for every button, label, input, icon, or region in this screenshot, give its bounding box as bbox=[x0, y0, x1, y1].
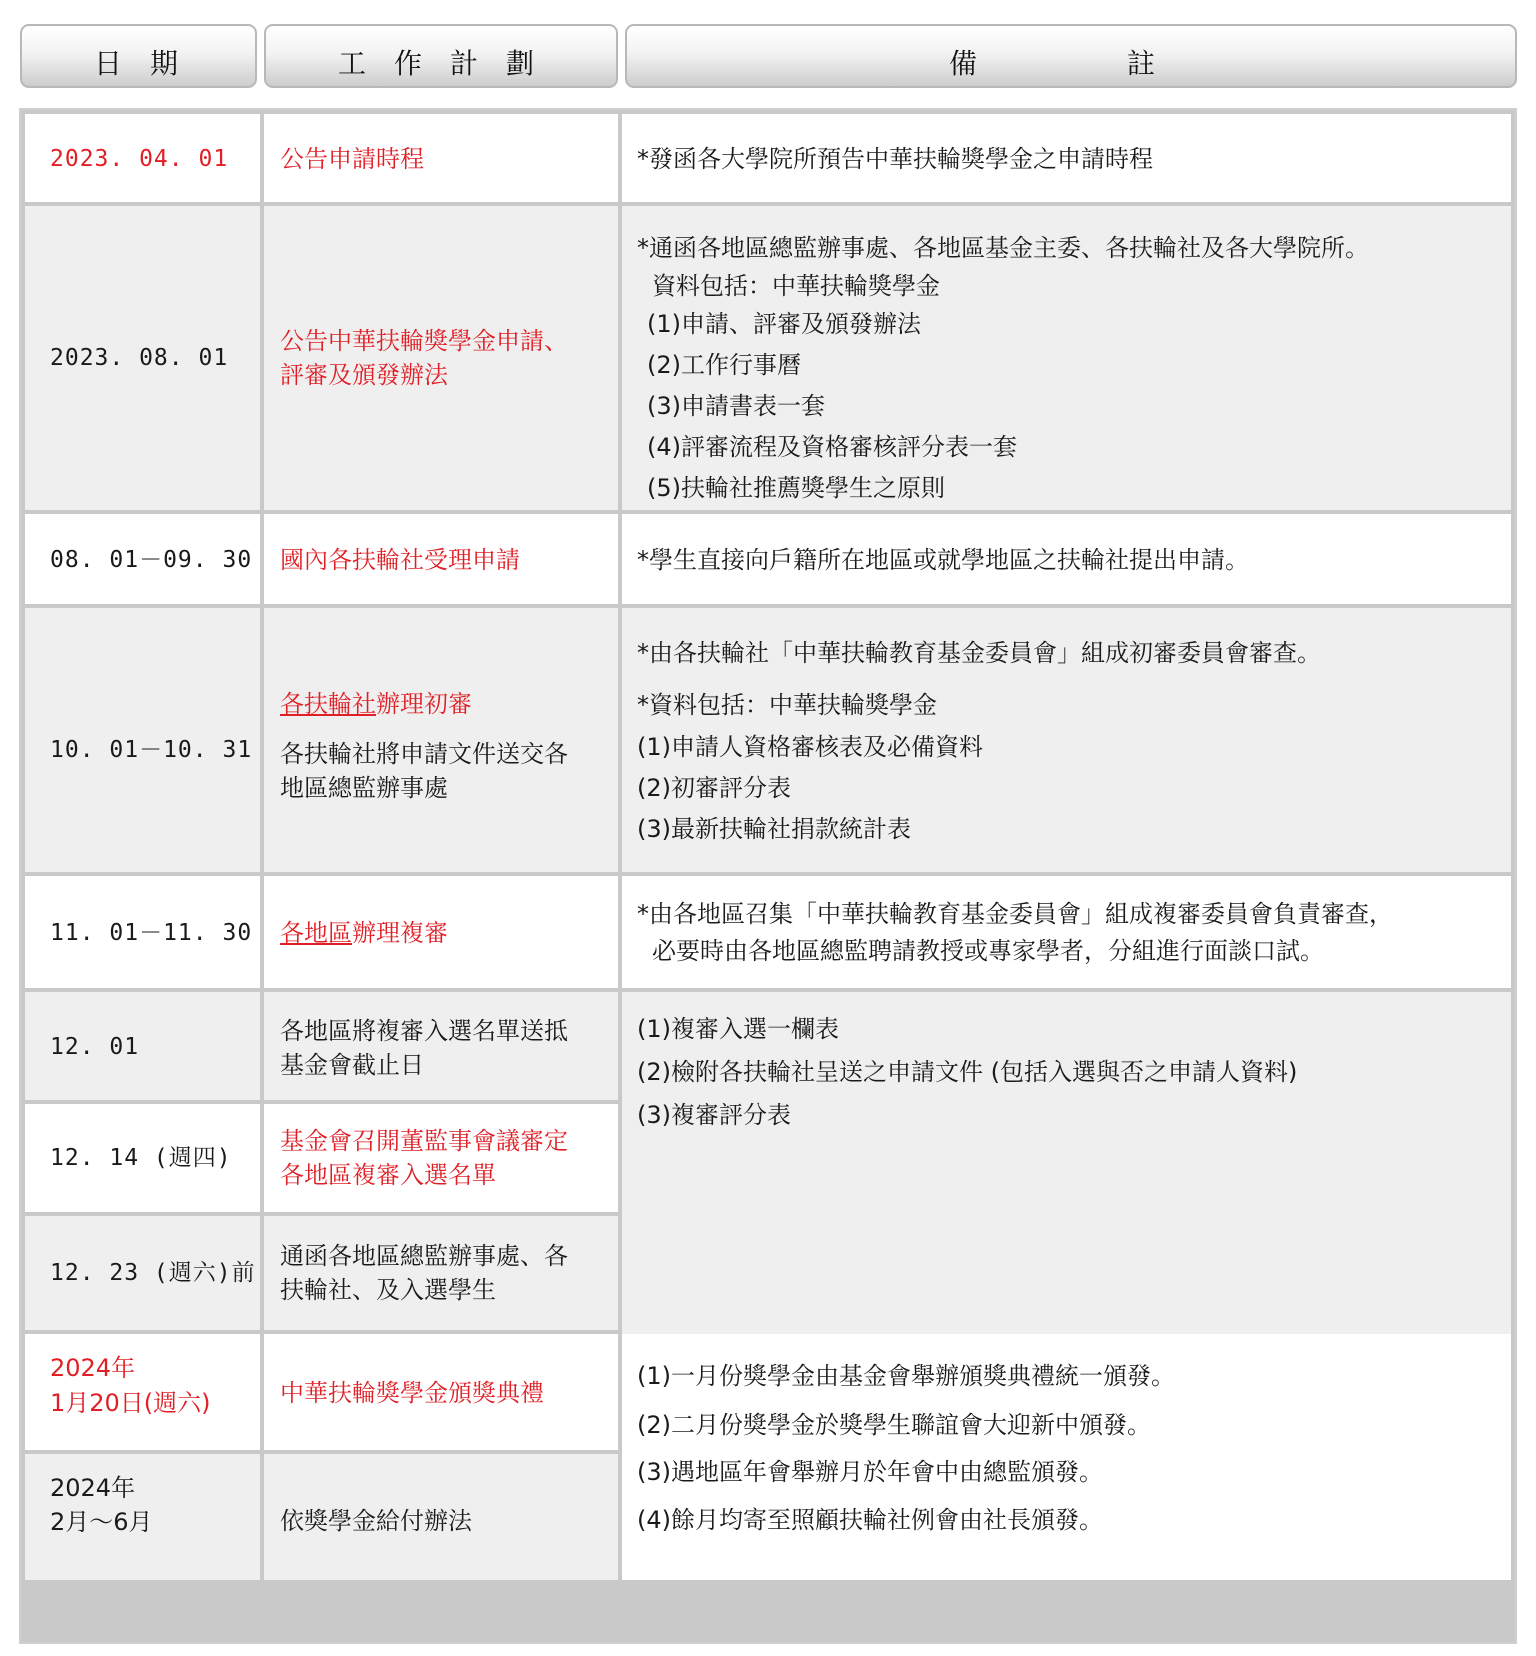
header-date-label: 日 期 bbox=[94, 47, 179, 80]
row1-plan: 公告申請時程 bbox=[264, 114, 618, 202]
header-plan bbox=[264, 24, 618, 88]
row9-plan: 中華扶輪獎學金頒獎典禮 bbox=[264, 1334, 618, 1450]
row6-plan: 各地區將複審入選名單送抵 基金會截止日 bbox=[264, 992, 618, 1100]
row4-note: *由各扶輪社「中華扶輪教育基金委員會」組成初審委員會審查。 *資料包括：中華扶輪獎學金 (1)申請人資格審核表及必備資料 (2)初審評分表 (3)最新扶輪社捐款統計表 bbox=[622, 608, 1511, 872]
row2-date: 2023. 08. 01 bbox=[25, 206, 260, 510]
schedule-table bbox=[19, 108, 1517, 1644]
row10-plan: 依獎學金給付辦法 bbox=[264, 1454, 618, 1580]
row4-date: 10. 01－10. 31 bbox=[25, 608, 260, 872]
row2-note: *通函各地區總監辦事處、各地區基金主委、各扶輪社及各大學院所。 資料包括：中華扶輪獎學金 (1)申請、評審及頒發辦法 (2)工作行事曆 (3)申請書表一套 (4)評審流程及資格審核評分表一套 (5)扶輪社推薦獎學生之原則 bbox=[622, 206, 1511, 510]
row1-note: *發函各大學院所預告中華扶輪獎學金之申請時程 bbox=[622, 114, 1511, 202]
row7-plan: 基金會召開董監事會議審定 各地區複審入選名單 bbox=[264, 1104, 618, 1212]
row6-date: 12. 01 bbox=[25, 992, 260, 1100]
header-date bbox=[20, 24, 257, 88]
row4-plan: 各扶輪社辦理初審 各扶輪社將申請文件送交各 地區總監辦事處 bbox=[264, 608, 618, 872]
row8-date: 12. 23 (週六)前 bbox=[25, 1216, 260, 1330]
header-note-left: 備 bbox=[949, 47, 978, 80]
row3-date: 08. 01－09. 30 bbox=[25, 514, 260, 604]
header-note-right: 註 bbox=[1127, 47, 1156, 80]
row8-plan: 通函各地區總監辦事處、各 扶輪社、及入選學生 bbox=[264, 1216, 618, 1330]
row3-note: *學生直接向戶籍所在地區或就學地區之扶輪社提出申請。 bbox=[622, 514, 1511, 604]
row5-plan: 各地區辦理複審 bbox=[264, 876, 618, 988]
row7-date: 12. 14 (週四) bbox=[25, 1104, 260, 1212]
header-note bbox=[625, 24, 1517, 88]
row5-note: *由各地區召集「中華扶輪教育基金委員會」組成複審委員會負責審查， 必要時由各地區總監聘請教授或專家學者，分組進行面談口試。 bbox=[622, 876, 1511, 988]
rows9-10-note: (1)一月份獎學金由基金會舉辦頒獎典禮統一頒發。 (2)二月份獎學金於獎學生聯誼會大迎新中頒發。 (3)遇地區年會舉辦月於年會中由總監頒發。 (4)餘月均寄至照顧扶輪社例會由社長頒發。 bbox=[622, 1334, 1511, 1580]
row3-plan: 國內各扶輪社受理申請 bbox=[264, 514, 618, 604]
row9-date: 2024年 1月20日(週六) bbox=[25, 1334, 260, 1450]
row2-plan: 公告中華扶輪獎學金申請、 評審及頒發辦法 bbox=[264, 206, 618, 510]
header-plan-label: 工 作 計 劃 bbox=[338, 47, 535, 80]
row10-date: 2024年 2月～6月 bbox=[25, 1454, 260, 1580]
rows6-8-note: (1)複審入選一欄表 (2)檢附各扶輪社呈送之申請文件 (包括入選與否之申請人資料) (3)複審評分表 bbox=[622, 992, 1511, 1338]
row5-date: 11. 01－11. 30 bbox=[25, 876, 260, 988]
row1-date: 2023. 04. 01 bbox=[25, 114, 260, 202]
